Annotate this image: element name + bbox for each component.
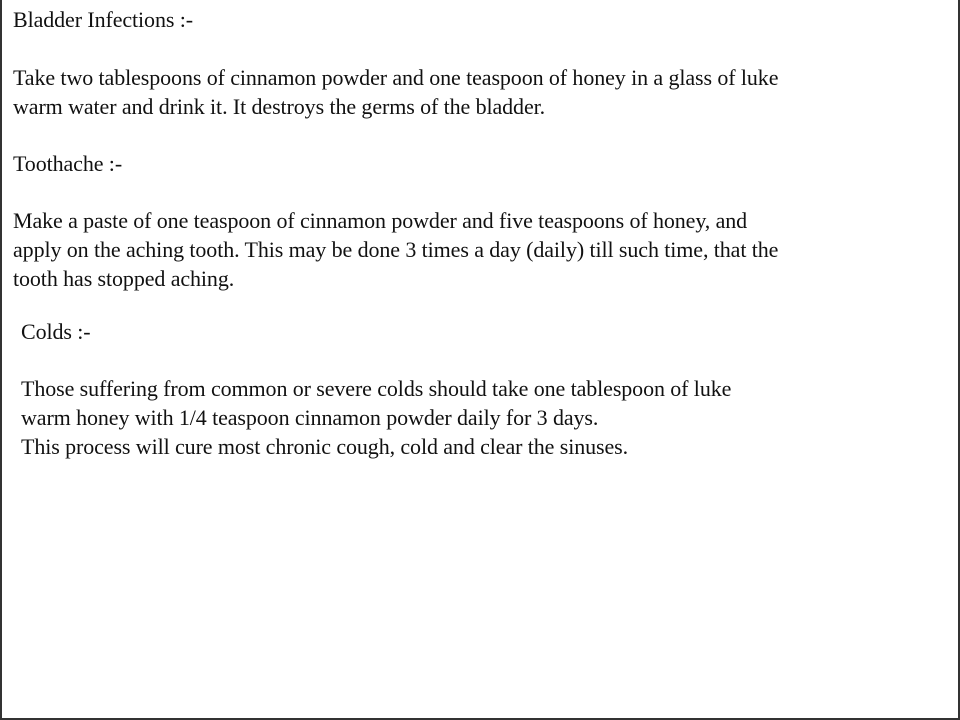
paragraph-line: Those suffering from common or severe colds should take one tablespoon of luke (21, 376, 732, 401)
paragraph-line: Make a paste of one teaspoon of cinnamon powder and five teaspoons of honey, and (13, 208, 748, 233)
paragraph-line: This process will cure most chronic cough, cold and clear the sinuses. (21, 434, 629, 459)
heading-bladder-infections: Bladder Infections :- (13, 7, 193, 32)
heading-toothache: Toothache :- (13, 151, 123, 176)
paragraph-line: warm water and drink it. It destroys the germs of the bladder. (13, 94, 546, 119)
paragraph-line: Take two tablespoons of cinnamon powder and one teaspoon of honey in a glass of luke (13, 65, 779, 90)
heading-colds: Colds :- (21, 319, 91, 344)
paragraph-line: tooth has stopped aching. (13, 266, 235, 291)
paragraph-line: warm honey with 1/4 teaspoon cinnamon powder daily for 3 days. (21, 405, 599, 430)
paragraph-line: apply on the aching tooth. This may be done 3 times a day (daily) till such time, that the (13, 237, 779, 262)
